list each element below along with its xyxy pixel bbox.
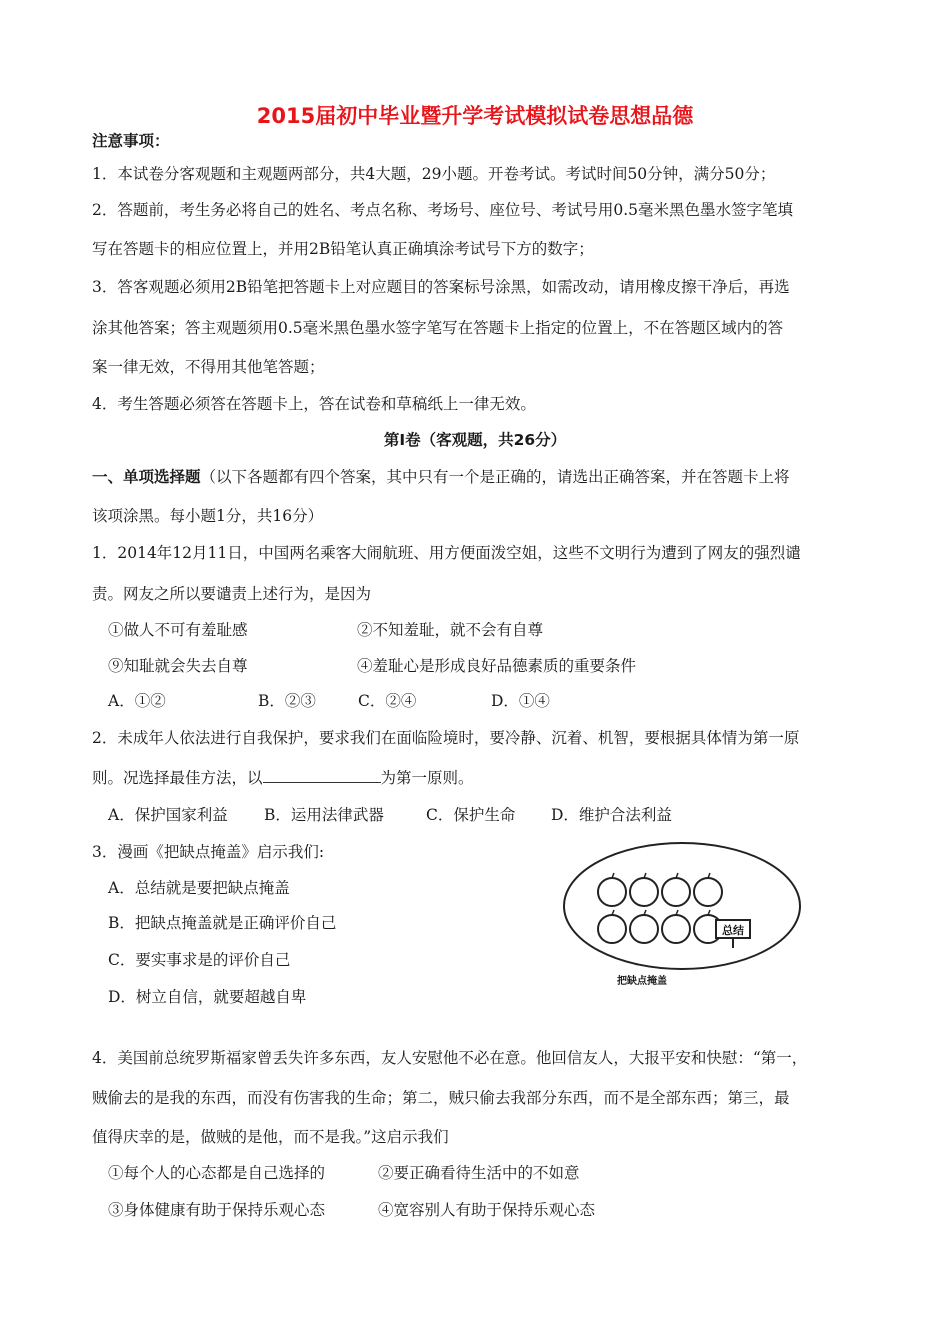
q4-statement-3: ③身体健康有助于保持乐观心态	[108, 1201, 326, 1219]
part1-heading	[92, 467, 790, 487]
exam-title: 2015届初中毕业暨升学考试模拟试卷思想品德	[256, 104, 694, 128]
q3-option-d: D．树立自信，就要超越自卑	[108, 988, 307, 1006]
q2-option-a: A．保护国家利益	[108, 806, 228, 824]
apple-icon	[630, 915, 658, 943]
q1-option-c: C．②④	[358, 692, 417, 710]
q2-option-c: C．保护生命	[426, 806, 516, 824]
summary-sign-label: 总结	[722, 924, 744, 937]
q4-stem-cont: 贼偷去的是我的东西，而没有伤害我的生命；第二，贼只偷去我部分东西，而不是全部东西；第三，最	[92, 1089, 790, 1107]
part1-label: 一、单项选择题	[92, 468, 201, 486]
q2-option-b: B．运用法律武器	[264, 806, 384, 824]
q3-option-b: B．把缺点掩盖就是正确评价自己	[108, 914, 337, 932]
q2-stem-part2: 为第一原则。	[380, 769, 474, 787]
part1-desc-cont: 该项涂黑。每小题1分，共16分）	[92, 507, 324, 525]
q1-statement-1: ①做人不可有羞耻感	[108, 621, 248, 639]
q2-option-d: D．维护合法利益	[551, 806, 672, 824]
q4-stem: 4．美国前总统罗斯福家曾丢失许多东西，友人安慰他不必在意。他回信友人，大报平安和快慰：“第一，	[92, 1049, 808, 1067]
q1-option-b: B．②③	[258, 692, 316, 710]
notice-item-3-cont: 涂其他答案；答主观题须用0.5毫米黑色墨水签字笔写在答题卡上指定的位置上，不在答题区域内的答	[92, 319, 784, 337]
notice-item-2-cont: 写在答题卡的相应位置上，并用2B铅笔认真正确填涂考试号下方的数字；	[92, 240, 594, 258]
notice-item-2: 2．答题前，考生务必将自己的姓名、考点名称、考场号、座位号、考试号用0.5毫米黑色墨水签字笔填	[92, 201, 794, 219]
q4-stem-cont2: 值得庆幸的是，做贼的是他，而不是我。”这启示我们	[92, 1128, 449, 1146]
q4-statement-2: ②要正确看待生活中的不如意	[378, 1164, 580, 1182]
q1-stem: 1．2014年12月11日，中国两名乘客大闹航班、用方便面泼空姐，这些不文明行为遭到了网友的强烈谴	[92, 544, 801, 562]
q4-statement-4: ④宽容别人有助于保持乐观心态	[378, 1201, 596, 1219]
part1-desc: （以下各题都有四个答案，其中只有一个是正确的，请选出正确答案，并在答题卡上将	[200, 468, 790, 486]
notice-heading: 注意事项：	[92, 132, 170, 150]
apple-icon	[662, 915, 690, 943]
cartoon-illustration	[558, 838, 810, 990]
apple-icon	[662, 878, 690, 906]
q2-stem: 2．未成年人依法进行自我保护，要求我们在面临险境时，要冷静、沉着、机智，要根据具体情为第一原	[92, 729, 800, 747]
q2-stem-cont	[92, 768, 474, 788]
notice-item-3-cont2: 案一律无效，不得用其他笔答题；	[92, 358, 325, 376]
q1-statement-3: ⑨知耻就会失去自尊	[108, 657, 248, 675]
q2-stem-part1: 则。况选择最佳方法，以	[92, 769, 263, 787]
q1-option-a: A．①②	[108, 692, 166, 710]
q4-statement-1: ①每个人的心态都是自己选择的	[108, 1164, 326, 1182]
q1-statement-2: ②不知羞耻，就不会有自尊	[357, 621, 544, 639]
apple-group	[598, 878, 722, 943]
answer-blank	[263, 768, 381, 783]
plate-ellipse	[564, 843, 800, 969]
q1-statement-4: ④羞耻心是形成良好品德素质的重要条件	[357, 657, 637, 675]
notice-item-3: 3．答客观题必须用2B铅笔把答题卡上对应题目的答案标号涂黑，如需改动，请用橡皮擦干净后，再选	[92, 278, 790, 296]
apple-icon	[598, 915, 626, 943]
apple-icon	[598, 878, 626, 906]
q3-option-c: C．要实事求是的评价自己	[108, 951, 291, 969]
apple-icon	[694, 878, 722, 906]
notice-item-1: 1．本试卷分客观题和主观题两部分，共4大题，29小题。开卷考试。考试时间50分钟，满分50分；	[92, 165, 776, 183]
q1-option-d: D．①④	[491, 692, 550, 710]
q3-option-a: A．总结就是要把缺点掩盖	[108, 879, 290, 897]
q1-stem-cont: 责。网友之所以要谴责上述行为，是因为	[92, 585, 372, 603]
notice-item-4: 4．考生答题必须答在答题卡上，答在试卷和草稿纸上一律无效。	[92, 395, 536, 413]
cartoon-caption: 把缺点掩盖	[617, 976, 667, 987]
apple-icon	[630, 878, 658, 906]
q3-stem: 3．漫画《把缺点掩盖》启示我们:	[92, 843, 325, 861]
section-title: 第Ⅰ卷（客观题，共26分）	[383, 431, 567, 449]
